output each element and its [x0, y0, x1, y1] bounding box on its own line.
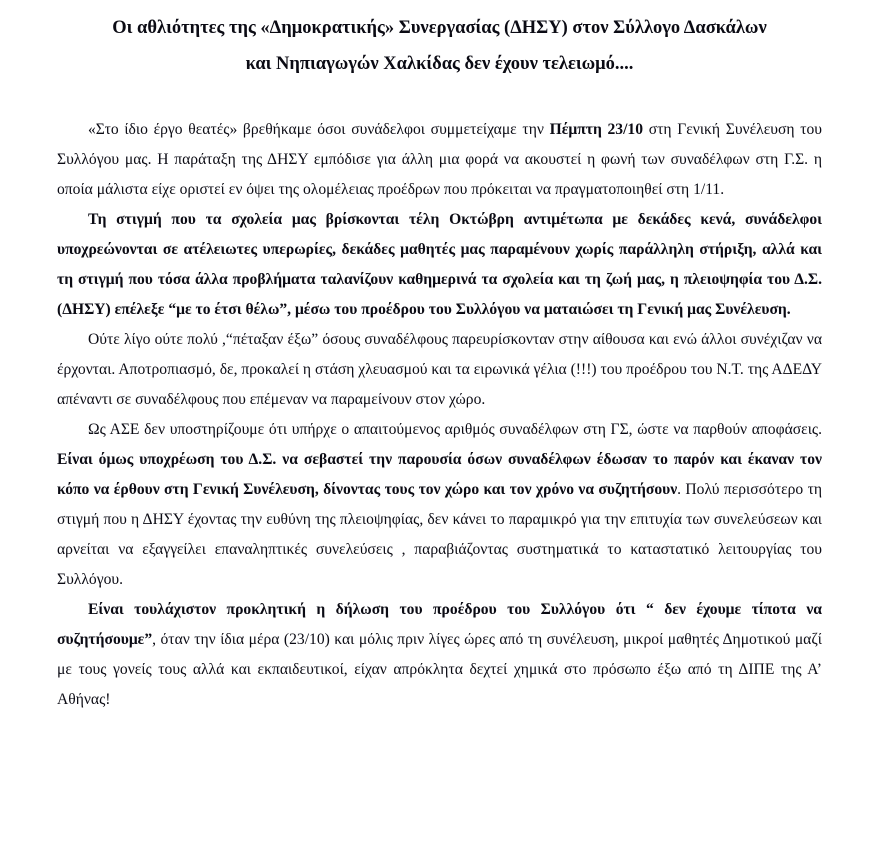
- document-body: [57, 115, 822, 715]
- title-line-1: Οι αθλιότητες της «Δημοκρατικής» Συνεργασίας (ΔΗΣΥ) στον Σύλλογο Δασκάλων: [112, 18, 767, 38]
- paragraph-4-text-c: . Πολύ περισσότερο τη στιγμή που η ΔΗΣΥ έχοντας την ευθύνη της πλειοψηφίας, δεν κάνει το παραμικρό για την επιτυχία των συνελεύσεων και αρνείται να εξαγγείλει επαναληπτικές συνελεύσεις , παραβιάζοντας συστηματικά το καταστατικό λειτουργίας του Συλλόγου.: [57, 481, 822, 588]
- paragraph-5-emphasis: Είναι τουλάχιστον προκλητική η δήλωση του προέδρου του Συλλόγου ότι “ δεν έχουμε τίποτα να συζητήσουμε”: [57, 601, 822, 648]
- title-line-2: και Νηπιαγωγών Χαλκίδας δεν έχουν τελειωμό....: [245, 54, 634, 74]
- paragraph-1: [57, 115, 822, 205]
- paragraph-1-date-emphasis: Πέμπτη 23/10: [549, 121, 644, 138]
- document-title: [57, 10, 822, 82]
- document-page: [57, 10, 822, 715]
- paragraph-1-text-c: στη Γενική Συνέλευση του Συλλόγου μας. Η παράταξη της ΔΗΣΥ εμπόδισε για άλλη μια φορά να ακουστεί η φωνή των συναδέλφων στη Γ.Σ. η οποία μάλιστα είχε οριστεί εν όψει της ολομέλειας προέδρων που πρόκειται να πραγματοποιηθεί στη 1/11.: [57, 121, 823, 198]
- paragraph-5-text-b: , όταν την ίδια μέρα (23/10) και μόλις πριν λίγες ώρες από τη συνέλευση, μικροί μαθητές Δημοτικού μαζί με τους γονείς τους αλλά και εκπαιδευτικοί, είχαν απρόκλητα δεχτεί χημικά στο πρόσωπο έξω από τη ΔΙΠΕ της Α’ Αθήνας!: [57, 631, 822, 708]
- paragraph-3: Ούτε λίγο ούτε πολύ ,“πέταξαν έξω” όσους συναδέλφους παρευρίσκονταν στην αίθουσα και ενώ άλλοι συνέχιζαν να έρχονται. Αποτροπιασμό, δε, προκαλεί η στάση χλευασμού και τα ειρωνικά γέλια (!!!) του προέδρου του Ν.Τ. της ΑΔΕΔΥ απέναντι σε συναδέλφους που επέμεναν να παραμείνουν στον χώρο.: [57, 331, 822, 408]
- paragraph-5: [57, 595, 822, 715]
- paragraph-4-text-a: Ως ΑΣΕ δεν υποστηρίζουμε ότι υπήρχε ο απαιτούμενος αριθμός συναδέλφων στη ΓΣ, ώστε να παρθούν αποφάσεις.: [88, 421, 822, 438]
- paragraph-2: Τη στιγμή που τα σχολεία μας βρίσκονται τέλη Οκτώβρη αντιμέτωπα με δεκάδες κενά, συνάδελφοι υποχρεώνονται σε ατέλειωτες υπερωρίες, δεκάδες μαθητές μας παραμένουν χωρίς παράλληλη στήριξη, αλλά και τη στιγμή που τόσα άλλα προβλήματα ταλανίζουν καθημερινά τα σχολεία και τη ζωή μας, η πλειοψηφία του Δ.Σ. (ΔΗΣΥ) επέλεξε “με το έτσι θέλω”, μέσω του προέδρου του Συλλόγου να ματαιώσει τη Γενική μας Συνέλευση.: [57, 211, 822, 318]
- paragraph-1-text-a: «Στο ίδιο έργο θεατές» βρεθήκαμε όσοι συνάδελφοι συμμετείχαμε την: [88, 121, 550, 138]
- paragraph-4-emphasis: Είναι όμως υποχρέωση του Δ.Σ. να σεβαστεί την παρουσία όσων συναδέλφων έδωσαν το παρόν και έκαναν τον κόπο να έρθουν στη Γενική Συνέλευση, δίνοντας τους τον χώρο και τον χρόνο να συζητήσουν: [57, 451, 822, 498]
- paragraph-4: [57, 415, 822, 595]
